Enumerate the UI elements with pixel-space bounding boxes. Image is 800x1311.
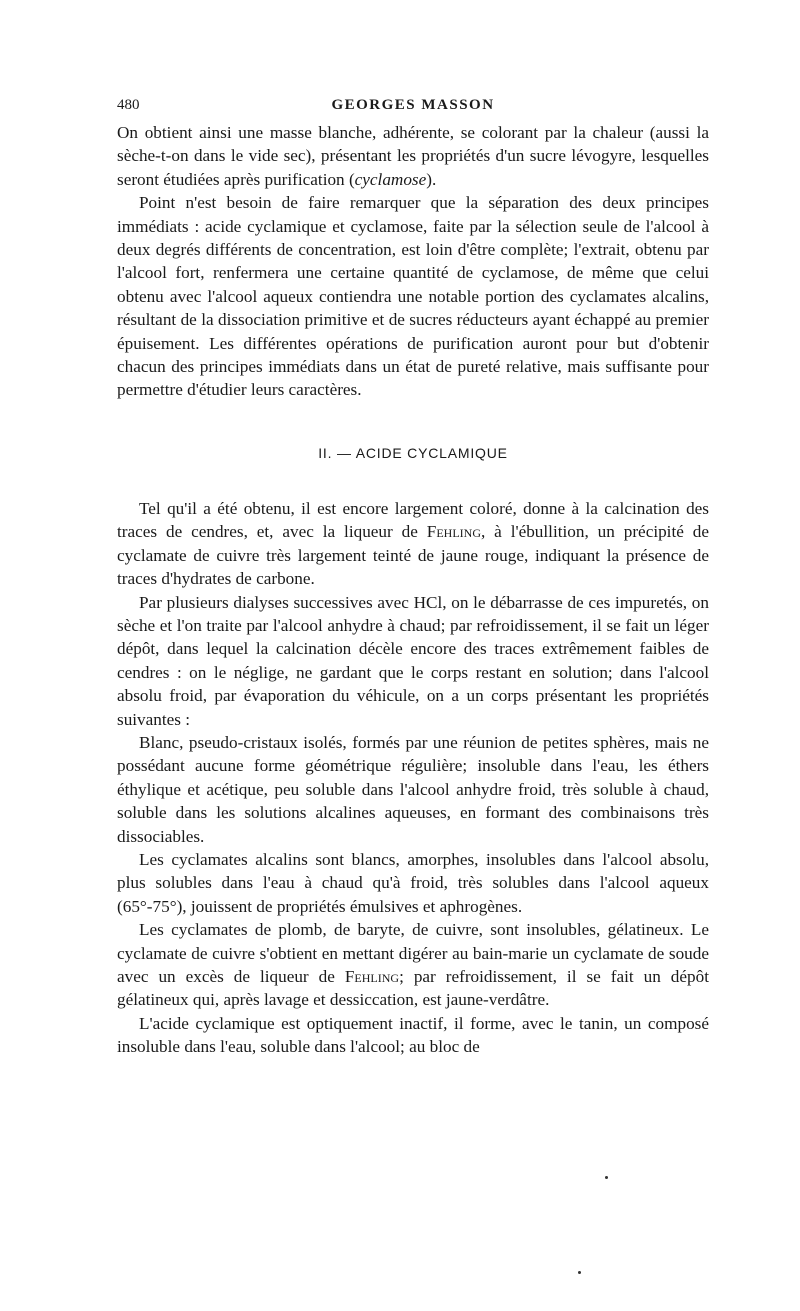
cyclamose-term: cyclamose	[354, 169, 427, 189]
running-header	[117, 95, 709, 121]
print-speck	[605, 1176, 608, 1179]
paragraph-5: Blanc, pseudo-cristaux isolés, formés par une réunion de petites sphères, mais ne possédant aucune forme géométrique régulière; insoluble dans l'eau, les éthers éthylique et acétique, peu soluble dans l'alcool anhydre froid, très soluble à chaud, soluble dans les solutions alcalines aqueuses, en formant des combinaisons très dissociables.	[117, 732, 709, 846]
page	[117, 95, 709, 1059]
running-title: GEORGES MASSON	[331, 97, 495, 113]
paragraph-7: Les cyclamates de plomb, de baryte, de cuivre, sont insolubles, gélatineux. Le cyclamate de cuivre s'obtient en mettant digérer au bain-marie un cyclamate de soude avec un excès de liqueur de Fehling; par refroidissement, il se fait un dépôt gélatineux qui, après lavage et dessiccation, est jaune-verdâtre.	[117, 920, 709, 1010]
paragraph-4: Par plusieurs dialyses successives avec HCl, on le débarrasse de ces impuretés, on sèche et l'on traite par l'alcool anhydre à chaud; par refroidissement, il se fait un léger dépôt, dans lequel la calcination décèle encore des traces extrêmement faibles de cendres : on le néglige, ne gardant que le corps restant en solution; dans l'alcool absolu froid, par évaporation du véhicule, on a un corps présentant les propriétés suivantes :	[117, 592, 709, 729]
page-number: 480	[117, 97, 140, 113]
paragraph-2: Point n'est besoin de faire remarquer que la séparation des deux principes immédiats : acide cyclamique et cyclamose, faite par la sélection seule de l'alcool à deux degrés différents de concentration, est loin d'être complète; l'extrait, obtenu par l'alcool fort, renfermera une certaine quantité de cyclamose, de même que celui obtenu avec l'alcool aqueux contiendra une notable portion des cyclamates alcalins, résultant de la dissociation primitive et de sucres réducteurs ayant échappé au premier épuisement. Les différentes opérations de purification auront pour but d'obtenir chacun des principes immédiats dans un état de pureté relative, mais suffisante pour permettre d'étudier leurs caractères.	[117, 193, 709, 400]
paragraph-6: Les cyclamates alcalins sont blancs, amorphes, insolubles dans l'alcool absolu, plus solubles dans l'eau à chaud qu'à froid, très solubles dans l'alcool aqueux (65°-75°), jouissent de propriétés émulsives et aphrogènes.	[117, 849, 709, 916]
section-heading: II. — ACIDE CYCLAMIQUE	[318, 444, 508, 461]
paragraph-3: Tel qu'il a été obtenu, il est encore largement coloré, donne à la calcination des traces de cendres, et, avec la liqueur de Fehling, à l'ébullition, un précipité de cyclamate de cuivre très largement teinté de jaune rouge, indiquant la présence de traces d'hydrates de carbone.	[117, 498, 709, 589]
paragraph-8: L'acide cyclamique est optiquement inactif, il forme, avec le tanin, un composé insoluble dans l'eau, soluble dans l'alcool; au bloc de	[117, 1013, 709, 1057]
paragraph-1: On obtient ainsi une masse blanche, adhérente, se colorant par la chaleur (aussi la sèche-t-on dans le vide sec), présentant les propriétés d'un sucre lévogyre, lesquelles seront étudiées après purification (cyclamose).	[117, 123, 709, 189]
fehling-name: Fehling	[426, 522, 481, 542]
print-speck	[578, 1271, 581, 1274]
fehling-name: Fehling	[344, 967, 400, 986]
